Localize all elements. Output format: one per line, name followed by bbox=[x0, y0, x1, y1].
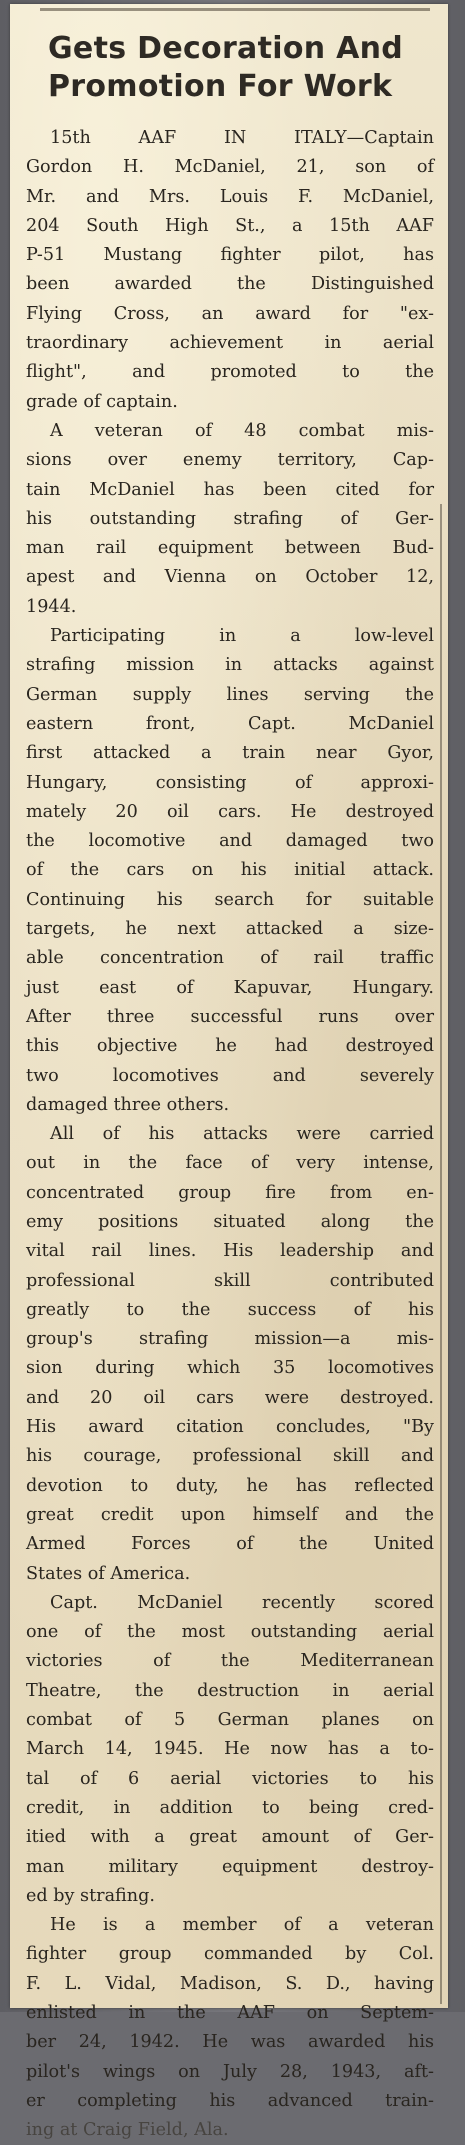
article-line: itied with a great amount of Ger- bbox=[26, 1827, 434, 1848]
article-line: man military equipment destroy- bbox=[26, 1856, 434, 1877]
headline-line-1: Gets Decoration And bbox=[48, 31, 404, 66]
article-line: man rail equipment between Bud- bbox=[26, 538, 434, 559]
article-line: His award citation concludes, "By bbox=[26, 1417, 434, 1438]
article-line: eastern front, Capt. McDaniel bbox=[26, 713, 434, 734]
headline-line-2: Promotion For Work bbox=[48, 69, 393, 104]
article-line: Participating in a low-level bbox=[50, 626, 434, 647]
article-line: been awarded the Distinguished bbox=[26, 274, 434, 295]
article-line: er completing his advanced train- bbox=[26, 2090, 434, 2111]
article-line: grade of captain. bbox=[26, 391, 178, 412]
article-line: greatly to the success of his bbox=[26, 1299, 434, 1320]
article-line: strafing mission in attacks against bbox=[26, 655, 434, 676]
newspaper-clipping bbox=[10, 4, 448, 2141]
article-line: Continuing his search for suitable bbox=[26, 889, 434, 910]
article-line: this objective he had destroyed bbox=[26, 1036, 434, 1057]
article-line: sion during which 35 locomotives bbox=[26, 1358, 434, 1379]
article-line: P-51 Mustang fighter pilot, has bbox=[26, 245, 434, 266]
article-line: the locomotive and damaged two bbox=[26, 831, 434, 852]
article-line: vital rail lines. His leadership and bbox=[26, 1241, 434, 1262]
article-line: apest and Vienna on October 12, bbox=[26, 567, 434, 588]
article-line: first attacked a train near Gyor, bbox=[26, 743, 434, 764]
article-line: March 14, 1945. He now has a to- bbox=[26, 1739, 434, 1760]
article-line: 204 South High St., a 15th AAF bbox=[26, 215, 434, 236]
article-line: able concentration of rail traffic bbox=[26, 948, 434, 969]
article-line: 15th AAF IN ITALY—Captain bbox=[50, 128, 434, 148]
article-line: After three successful runs over bbox=[26, 1006, 434, 1027]
article-line: 1944. bbox=[26, 596, 77, 617]
article-line: tal of 6 aerial victories to his bbox=[26, 1768, 434, 1789]
article-line: out in the face of very intense, bbox=[26, 1153, 434, 1174]
article-line: great credit upon himself and the bbox=[26, 1504, 434, 1525]
article-line: concentrated group fire from en- bbox=[26, 1182, 434, 1203]
article-line: F. L. Vidal, Madison, S. D., having bbox=[26, 1973, 434, 1994]
article-line: Mr. and Mrs. Louis F. McDaniel, bbox=[26, 186, 434, 207]
article-line: of the cars on his initial attack. bbox=[26, 860, 434, 881]
article-paragraph bbox=[26, 124, 434, 417]
article-line: enlisted in the AAF on Septem- bbox=[26, 2003, 434, 2023]
article-line: ing at Craig Field, Ala. bbox=[26, 2120, 229, 2141]
article-paragraph bbox=[26, 1911, 434, 2145]
top-column-rule bbox=[40, 8, 430, 11]
article-line: targets, he next attacked a size- bbox=[26, 919, 434, 940]
article-line: A veteran of 48 combat mis- bbox=[50, 420, 434, 441]
article-line: fighter group commanded by Col. bbox=[26, 1944, 434, 1965]
article-paragraph bbox=[26, 417, 434, 622]
article-line: traordinary achievement in aerial bbox=[26, 333, 434, 354]
article-body bbox=[26, 124, 434, 2145]
article-line: States of America. bbox=[26, 1563, 191, 1584]
article-line: just east of Kapuvar, Hungary. bbox=[26, 977, 434, 998]
article-line: devotion to duty, he has reflected bbox=[26, 1475, 434, 1496]
article-headline bbox=[48, 30, 434, 106]
article-line: group's strafing mission—a mis- bbox=[26, 1329, 434, 1350]
article-line: emy positions situated along the bbox=[26, 1211, 434, 1232]
article-line: damaged three others. bbox=[26, 1094, 230, 1115]
article-line: mately 20 oil cars. He destroyed bbox=[26, 801, 434, 822]
article-line: professional skill contributed bbox=[26, 1270, 434, 1291]
article-paragraph bbox=[26, 1589, 434, 1911]
article-line: All of his attacks were carried bbox=[50, 1124, 434, 1145]
article-line: two locomotives and severely bbox=[26, 1065, 434, 1086]
right-column-rule bbox=[440, 504, 442, 2004]
article-line: ed by strafing. bbox=[26, 1885, 155, 1906]
article-line: pilot's wings on July 28, 1943, aft- bbox=[26, 2061, 434, 2082]
article-line: his outstanding strafing of Ger- bbox=[26, 508, 434, 529]
article-line: credit, in addition to being cred- bbox=[26, 1797, 434, 1818]
article-line: He is a member of a veteran bbox=[50, 1915, 434, 1936]
article-paragraph bbox=[26, 1120, 434, 1589]
article-line: victories of the Mediterranean bbox=[26, 1651, 434, 1672]
article-line: Flying Cross, an award for "ex- bbox=[26, 303, 434, 324]
article-line: one of the most outstanding aerial bbox=[26, 1622, 434, 1643]
article-line: ber 24, 1942. He was awarded his bbox=[26, 2032, 434, 2053]
article-line: his courage, professional skill and bbox=[26, 1446, 434, 1467]
article-paragraph bbox=[26, 622, 434, 1120]
article-line: flight", and promoted to the bbox=[26, 362, 434, 383]
article-line: Armed Forces of the United bbox=[26, 1534, 434, 1555]
article-line: tain McDaniel has been cited for bbox=[26, 479, 434, 500]
article-line: Theatre, the destruction in aerial bbox=[26, 1680, 434, 1701]
article-line: Gordon H. McDaniel, 21, son of bbox=[26, 157, 434, 178]
article-line: Hungary, consisting of approxi- bbox=[26, 772, 434, 793]
article-line: combat of 5 German planes on bbox=[26, 1710, 434, 1731]
article-line: and 20 oil cars were destroyed. bbox=[26, 1387, 434, 1408]
article-line: sions over enemy territory, Cap- bbox=[26, 450, 434, 471]
article-line: Capt. McDaniel recently scored bbox=[50, 1592, 434, 1613]
article-line: German supply lines serving the bbox=[26, 684, 434, 705]
